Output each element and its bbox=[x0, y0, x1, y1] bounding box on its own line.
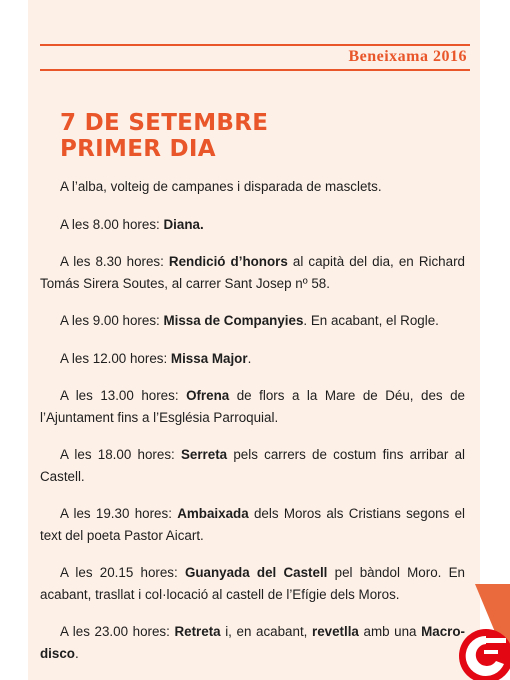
schedule-detail: pels carrers de costum fins arribar al Castell. bbox=[40, 447, 465, 484]
schedule-event: Missa Major bbox=[170, 350, 248, 366]
schedule-detail: i, en acabant, bbox=[220, 624, 312, 639]
schedule-detail: dels Moros als Cristians segons el text del poeta Pastor Aicart. bbox=[40, 506, 465, 543]
section-title-date: 7 DE SETEMBRE bbox=[60, 110, 269, 136]
schedule-text: A l’alba, volteig de campanes i disparada de masclets. bbox=[60, 179, 382, 194]
schedule-event: Missa de Companyies bbox=[163, 313, 304, 328]
schedule-detail: . En acabant, el Rogle. bbox=[303, 313, 439, 328]
schedule-event: Rendició d’honors bbox=[168, 254, 288, 269]
header-title: Beneixama 2016 bbox=[348, 48, 467, 65]
schedule-time: A les 23.00 hores: bbox=[60, 624, 175, 639]
schedule-event: Diana. bbox=[163, 216, 204, 232]
schedule-detail: pel bàndol Moro. En acabant, trasllat i col·locació al castell de l’Efígie dels Moros. bbox=[40, 565, 465, 602]
schedule-time: A les 18.00 hores: bbox=[60, 447, 181, 462]
schedule-time: A les 9.00 hores: bbox=[60, 313, 164, 328]
schedule-event: Ambaixada bbox=[177, 506, 249, 521]
schedule-detail: . bbox=[247, 350, 252, 366]
section-title-day: PRIMER DIA bbox=[60, 136, 216, 162]
schedule-time: A les 20.15 hores: bbox=[60, 565, 185, 580]
schedule-event: Retreta bbox=[174, 624, 221, 639]
schedule-time: A les 19.30 hores: bbox=[60, 506, 178, 521]
schedule-detail: . bbox=[74, 645, 79, 661]
festival-logo-icon bbox=[459, 629, 510, 680]
schedule-detail: de flors a la Mare de Déu, des de l’Ajuntament fins a l’Església Parroquial. bbox=[40, 388, 466, 425]
schedule-detail: amb una bbox=[358, 624, 422, 639]
schedule-event: Serreta bbox=[180, 447, 228, 462]
schedule-time: A les 8.00 hores: bbox=[60, 216, 164, 232]
schedule-event: Macro-disco bbox=[40, 624, 465, 661]
schedule-event: Ofrena bbox=[186, 388, 230, 403]
schedule-time: A les 13.00 hores: bbox=[60, 388, 187, 403]
schedule-detail: al capità del dia, en Richard Tomás Sirera Soutes, al carrer Sant Josep nº 58. bbox=[40, 254, 465, 291]
schedule-time: A les 8.30 hores: bbox=[60, 254, 169, 269]
schedule-time: A les 12.00 hores: bbox=[60, 350, 171, 366]
schedule-event: revetlla bbox=[311, 624, 359, 639]
schedule-event: Guanyada del Castell bbox=[184, 565, 328, 580]
